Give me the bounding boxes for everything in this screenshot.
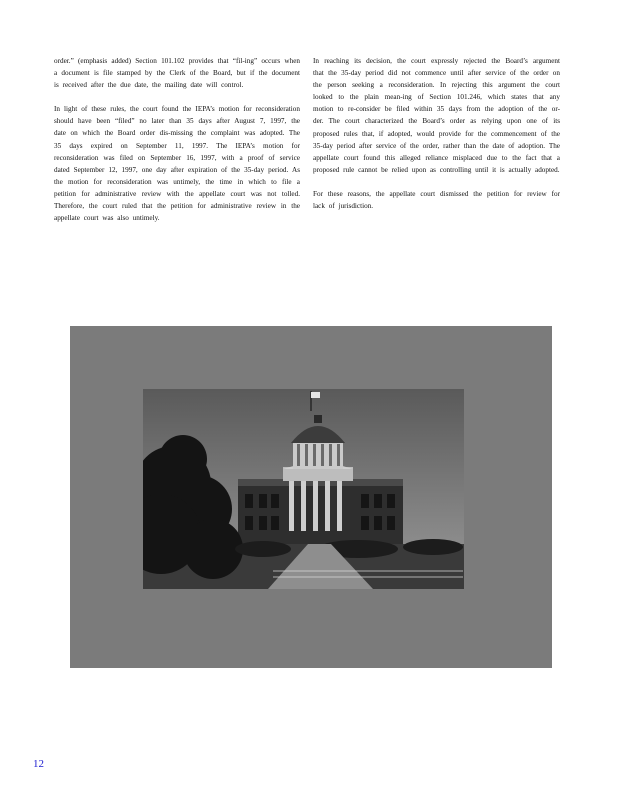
right-text-column: [313, 55, 560, 224]
capitol-building-photo: [143, 389, 464, 589]
dome-drum: [293, 441, 343, 469]
capitol-building-illustration: [143, 389, 464, 589]
cupola: [314, 415, 322, 423]
left-paragraph-2: In light of these rules, the court found the IEPA’s motion for reconsideration should have been “filed” no later than 35 days after August 7, 1997, the date on which the Board order dis-missing the complaint was adopted. The 35 days expired on September 11, 1997. The IEPA’s motion for reconsideration was filed on September 16, 1997, with a proof of service dated September 12, 1997, one day after expiration of the 35-day period. As the motion for reconsideration was untimely, the time in which to file a petition for administrative review with the appellate court was not tolled. Therefore, the court ruled that the petition for administrative review in the appellate court was also untimely.: [54, 105, 300, 223]
left-paragraph-1: order.” (emphasis added) Section 101.102 provides that “fil-ing” occurs when a document is file stamped by the Clerk of the Board, but if the document is received after the due date, the mailing date will control.: [54, 57, 300, 90]
page-number: 12: [33, 758, 44, 770]
flag: [311, 392, 320, 398]
pediment: [283, 467, 353, 481]
right-paragraph-1: In reaching its decision, the court expressly rejected the Board’s argument that the 35-day period did not commence until after service of the order on the person seeking a reconsideration. In rejecting this argument the court looked to the plain mean-ing of Section 101.246, which states that any motion to re-consider be filed within 35 days from the adoption of the or-der. The court characterized the Board’s order as relying upon one of its proposed rules that, if adopted, would provide for the commencement of the 35-day period after service of the order, rather than the date of adoption. The appellate court found this alleged reliance misplaced due to the fact that a proposed rule cannot be relied upon as controlling until it is actually adopted.: [313, 57, 560, 174]
left-text-column: [54, 55, 300, 236]
right-paragraph-2: For these reasons, the appellate court dismissed the petition for review for lack of jurisdiction.: [313, 189, 560, 211]
building-body: [238, 484, 403, 544]
